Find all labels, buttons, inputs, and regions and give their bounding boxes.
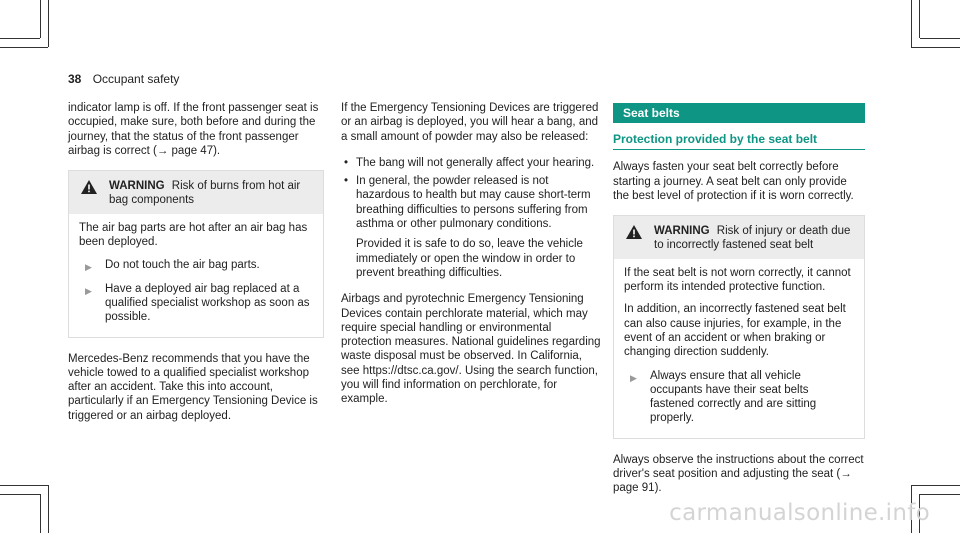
crop-mark xyxy=(0,38,40,39)
warning-body xyxy=(69,214,323,337)
action-step xyxy=(79,282,313,325)
list-item: • In general, the powder released is not hazardous to health but may cause short-term breathing difficulties to persons suffering from asthma or other pulmonary conditions. xyxy=(341,174,603,231)
step-arrow-icon: ▶ xyxy=(85,285,92,296)
section-title-bar: Seat belts xyxy=(613,103,865,123)
crop-mark xyxy=(0,47,48,48)
warning-box-seatbelt xyxy=(613,215,865,439)
warning-header xyxy=(69,171,323,214)
indented-paragraph: Provided it is safe to do so, leave the vehicle immediately or open the window in order to prevent breathing difficulties. xyxy=(356,238,583,279)
warning-text: In addition, an incorrectly fastened seat belt can also cause injuries, for example, in the event of an accident or when braking or changing direction suddenly. xyxy=(624,303,846,359)
bullet-list xyxy=(341,156,603,231)
list-item: • The bang will not generally affect your hearing. xyxy=(341,156,603,170)
outro-paragraph: Airbags and pyrotechnic Emergency Tensioning Devices contain perchlorate material, which may require special handling or environmental protection measures. National guidelines regarding waste disposal must be observed. In California, see https://dtsc.ca.gov/. Using the search function, you will find information on perchlorate, for example. xyxy=(341,293,601,406)
warning-box-burns xyxy=(68,170,324,337)
intro-paragraph: If the Emergency Tensioning Devices are triggered or an airbag is deployed, you will hear a bang, and a small amount of powder may also be released: xyxy=(341,102,599,143)
step-text: Do not touch the air bag parts. xyxy=(105,259,260,272)
intro-paragraph: indicator lamp is off. If the front passenger seat is occupied, make sure, both before and during the journey, that the status of the front passenger airbag is correct (→ page 47). xyxy=(68,102,319,157)
watermark: carmanualsonline.info xyxy=(669,500,930,526)
warning-text: If the seat belt is not worn correctly, it cannot perform its intended protective function. xyxy=(624,266,851,294)
crop-mark xyxy=(911,0,912,47)
step-text: Have a deployed air bag replaced at a qualified specialist workshop as soon as possible. xyxy=(105,282,310,324)
warning-body xyxy=(614,259,864,438)
outro-paragraph: Always observe the instructions about the correct driver's seat position and adjusting the seat (→ page 91). xyxy=(613,453,864,495)
warning-label: WARNING xyxy=(654,225,710,238)
warning-text: The air bag parts are hot after an air bag has been deployed. xyxy=(79,221,308,249)
intro-paragraph: Always fasten your seat belt correctly before starting a journey. A seat belt can only provide the best level of protection if it is worn correctly. xyxy=(613,161,854,202)
section-name: Occupant safety xyxy=(92,72,180,86)
crop-mark xyxy=(919,0,920,38)
column-middle xyxy=(341,101,603,419)
warning-triangle-icon xyxy=(626,225,642,243)
warning-title: Risk of burns from hot air bag components xyxy=(109,180,301,207)
page-header xyxy=(68,72,179,86)
crop-mark xyxy=(40,494,41,533)
crop-mark xyxy=(0,494,40,495)
crop-mark xyxy=(48,485,49,533)
column-right xyxy=(613,103,865,508)
warning-header xyxy=(614,216,864,259)
step-arrow-icon: ▶ xyxy=(630,372,637,383)
warning-title: Risk of injury or death due to incorrectly fastened seat belt xyxy=(654,225,851,252)
warning-triangle-icon xyxy=(81,180,97,198)
crop-mark xyxy=(911,485,960,486)
outro-paragraph: Mercedes-Benz recommends that you have the vehicle towed to a qualified specialist workshop after an accident. Take this into account, particularly if an Emergency Tensioning Device is triggered or an airbag deployed. xyxy=(68,352,318,422)
step-text: Always ensure that all vehicle occupants have their seat belts fastened correctly and are sitting properly. xyxy=(650,369,817,425)
crop-mark xyxy=(911,47,960,48)
crop-mark xyxy=(0,485,48,486)
crop-mark xyxy=(920,38,960,39)
action-step xyxy=(79,258,313,272)
action-step xyxy=(624,369,854,426)
warning-label: WARNING xyxy=(109,180,165,193)
subheading: Protection provided by the seat belt xyxy=(613,132,865,150)
crop-mark xyxy=(40,0,41,38)
step-arrow-icon: ▶ xyxy=(85,262,92,273)
page-number: 38 xyxy=(68,72,82,86)
crop-mark xyxy=(920,494,960,495)
crop-mark xyxy=(48,0,49,47)
column-left xyxy=(68,101,324,435)
